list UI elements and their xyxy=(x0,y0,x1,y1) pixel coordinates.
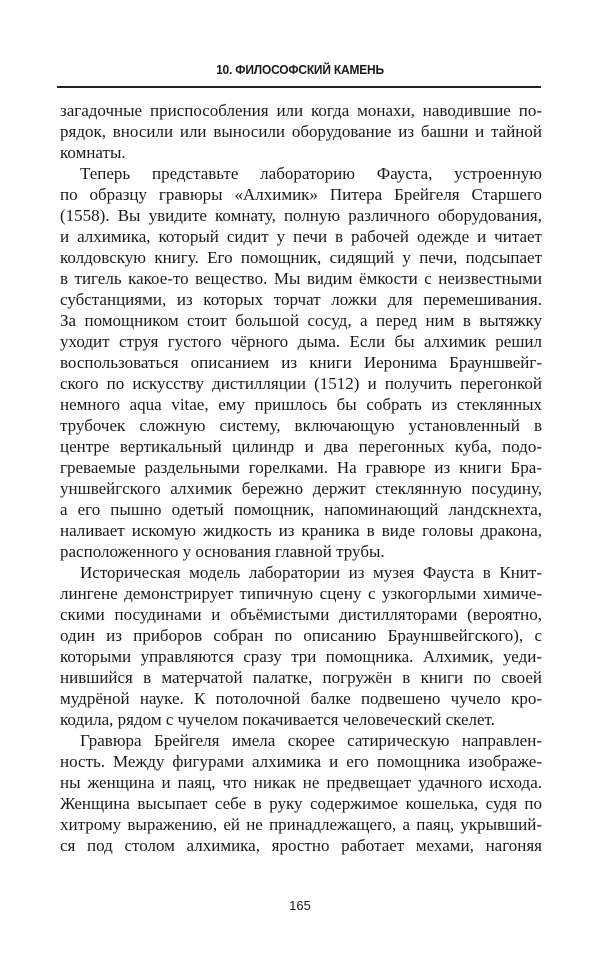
text-line: хитрому выражению, ей не принадлежащего, а паяц, укрывший- xyxy=(60,815,542,834)
paragraph xyxy=(60,730,542,856)
text-line: Гравюра Брейгеля имела скорее сатирическую направлен- xyxy=(80,731,542,750)
text-line: ся под столом алхимика, яростно работает мехами, нагоняя xyxy=(60,836,542,855)
text-line: а его пышно одетый помощник, напоминающий ландскнехта, xyxy=(60,500,542,519)
text-line: трубочек сложную систему, включающую установленный в xyxy=(60,416,542,435)
body-text xyxy=(60,100,542,856)
text-line: ны женщина и паяц, что никак не предвещает удачного исхода. xyxy=(60,773,542,792)
text-line: ского по искусству дистилляции (1512) и получить перегонкой xyxy=(60,374,542,393)
text-line: и алхимика, который сидит у печи в рабочей одежде и читает xyxy=(60,227,542,246)
paragraph xyxy=(60,163,542,562)
text-line: (1558). Вы увидите комнату, полную различного оборудования, xyxy=(60,206,542,225)
text-line: греваемые раздельными горелками. На гравюре из книги Бра- xyxy=(60,458,542,477)
text-line: рядок, вносили или выносили оборудование из башни и тайной xyxy=(60,122,542,141)
text-line: мудрёной науке. К потолочной балке подвешено чучело кро- xyxy=(60,689,542,708)
text-line: уходит струя густого чёрного дыма. Если бы алхимик решил xyxy=(60,332,542,351)
text-line: Теперь представьте лабораторию Фауста, устроенную xyxy=(80,164,542,183)
text-line: наливает искомую жидкость из краника в виде головы дракона, xyxy=(60,521,542,540)
text-line: немного aqua vitae, ему пришлось бы собрать из стеклянных xyxy=(60,395,542,414)
text-line: субстанциями, из которых торчат ложки для перемешивания. xyxy=(60,290,542,309)
running-header: 10. ФИЛОСОФСКИЙ КАМЕНЬ xyxy=(216,62,384,77)
text-line: воспользоваться описанием из книги Иеронима Брауншвейг- xyxy=(60,353,542,372)
text-line: в тигель какое-то вещество. Мы видим ёмкости с неизвестными xyxy=(60,269,542,288)
text-line: За помощником стоит большой сосуд, а перед ним в вытяжку xyxy=(60,311,542,330)
text-line: Историческая модель лаборатории из музея Фауста в Книт- xyxy=(80,563,542,582)
text-line: центре вертикальный цилиндр и два перегонных куба, подо- xyxy=(60,437,542,456)
page-number: 165 xyxy=(289,898,311,913)
text-line: один из приборов собран по описанию Брауншвейгского), с xyxy=(60,626,542,645)
text-line: нившийся в матерчатой палатке, погружён в книги по своей xyxy=(60,668,542,687)
text-line: загадочные приспособления или когда монахи, наводившие по- xyxy=(60,101,542,120)
text-line: колдовскую книгу. Его помощник, сидящий у печи, подсыпает xyxy=(60,248,542,267)
text-line: лингене демонстрирует типичную сцену с узкогорлыми химиче- xyxy=(60,584,542,603)
text-line: комнаты. xyxy=(60,143,126,162)
text-line: расположенного у основания главной трубы. xyxy=(60,542,385,561)
paragraph xyxy=(60,562,542,730)
text-line: кодила, рядом с чучелом покачивается человеческий скелет. xyxy=(60,710,495,729)
text-line: по образцу гравюры «Алхимик» Питера Брейгеля Старшего xyxy=(60,185,542,204)
paragraph xyxy=(60,100,542,163)
text-line: Женщина высыпает себе в руку содержимое кошелька, судя по xyxy=(60,794,542,813)
header-rule xyxy=(57,86,541,88)
text-line: ность. Между фигурами алхимика и его помощника изображе- xyxy=(60,752,542,771)
text-line: уншвейгского алхимик бережно держит стеклянную посудину, xyxy=(60,479,542,498)
text-line: которыми управляются сразу три помощника. Алхимик, уеди- xyxy=(60,647,542,666)
text-line: скими посудинами и объёмистыми дистилляторами (вероятно, xyxy=(60,605,542,624)
